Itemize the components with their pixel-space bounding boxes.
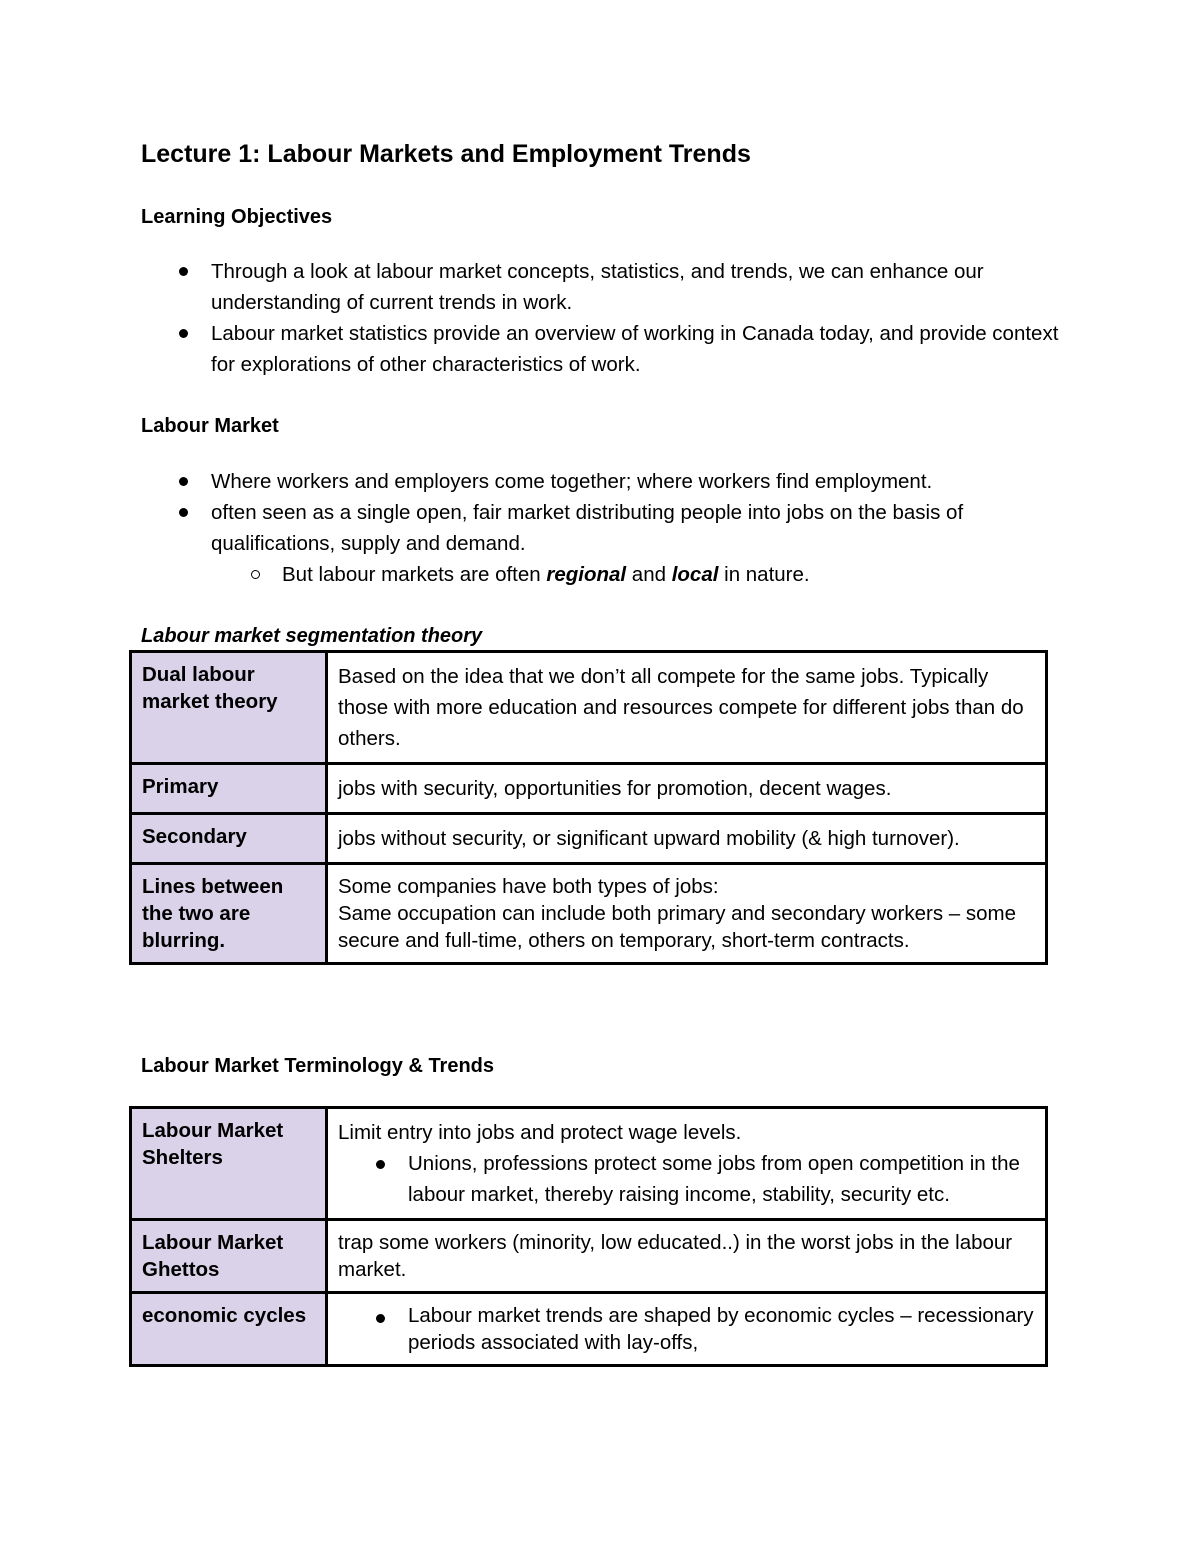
learning-objectives-list	[141, 256, 1061, 380]
term-cell: Primary	[131, 764, 327, 814]
list-item: Labour market statistics provide an overview of working in Canada today, and provide context for explorations of other characteristics of work.	[141, 318, 1061, 380]
term-cell: Labour Market Ghettos	[131, 1220, 327, 1293]
sub-list-item: But labour markets are often regional and local in nature.	[141, 559, 1061, 590]
description-cell: jobs without security, or significant upward mobility (& high turnover).	[327, 814, 1047, 864]
table-row	[131, 764, 1047, 814]
list-item: often seen as a single open, fair market distributing people into jobs on the basis of qualifications, supply and demand.	[141, 497, 1061, 559]
list-item: Labour market trends are shaped by economic cycles – recessionary periods associated with lay-offs,	[338, 1302, 1035, 1356]
description-cell	[327, 1293, 1047, 1366]
page-title: Lecture 1: Labour Markets and Employment Trends	[141, 140, 751, 168]
terminology-table	[129, 1106, 1048, 1367]
term-cell: Secondary	[131, 814, 327, 864]
table-row	[131, 864, 1047, 964]
labour-market-heading: Labour Market	[141, 415, 279, 437]
description-cell: trap some workers (minority, low educated..) in the worst jobs in the labour market.	[327, 1220, 1047, 1293]
term-cell: economic cycles	[131, 1293, 327, 1366]
bullet-icon	[179, 267, 188, 276]
term-cell: Labour Market Shelters	[131, 1108, 327, 1220]
segmentation-heading: Labour market segmentation theory	[141, 625, 483, 647]
description-cell: Some companies have both types of jobs: Same occupation can include both primary and secondary workers – some secure and full-time, others on temporary, short-term contracts.	[327, 864, 1047, 964]
cell-bullet-list	[338, 1302, 1035, 1356]
table-row	[131, 652, 1047, 764]
cell-bullet-list	[338, 1148, 1035, 1210]
description-cell: Limit entry into jobs and protect wage levels. Unions, professions protect some jobs from open competition in the labour market, thereby raising income, stability, security etc.	[327, 1108, 1047, 1220]
learning-objectives-heading: Learning Objectives	[141, 206, 333, 228]
segmentation-table	[129, 650, 1048, 965]
bullet-icon	[179, 477, 188, 486]
table-row	[131, 1293, 1047, 1366]
bullet-icon	[376, 1160, 385, 1169]
table-row	[131, 1108, 1047, 1220]
labour-market-list	[141, 466, 1061, 590]
list-item: Unions, professions protect some jobs from open competition in the labour market, thereby raising income, stability, security etc.	[338, 1148, 1035, 1210]
table-row	[131, 814, 1047, 864]
list-item: Where workers and employers come together; where workers find employment.	[141, 466, 1061, 497]
terminology-heading: Labour Market Terminology & Trends	[141, 1055, 495, 1077]
table-row	[131, 1220, 1047, 1293]
term-cell: Lines between the two are blurring.	[131, 864, 327, 964]
term-cell: Dual labour market theory	[131, 652, 327, 764]
description-cell: jobs with security, opportunities for promotion, decent wages.	[327, 764, 1047, 814]
list-item: Through a look at labour market concepts, statistics, and trends, we can enhance our understanding of current trends in work.	[141, 256, 1061, 318]
description-cell: Based on the idea that we don’t all compete for the same jobs. Typically those with more education and resources compete for different jobs than do others.	[327, 652, 1047, 764]
bullet-icon	[376, 1314, 385, 1323]
bullet-icon	[179, 508, 188, 517]
bullet-icon	[179, 329, 188, 338]
hollow-bullet-icon	[251, 570, 260, 579]
